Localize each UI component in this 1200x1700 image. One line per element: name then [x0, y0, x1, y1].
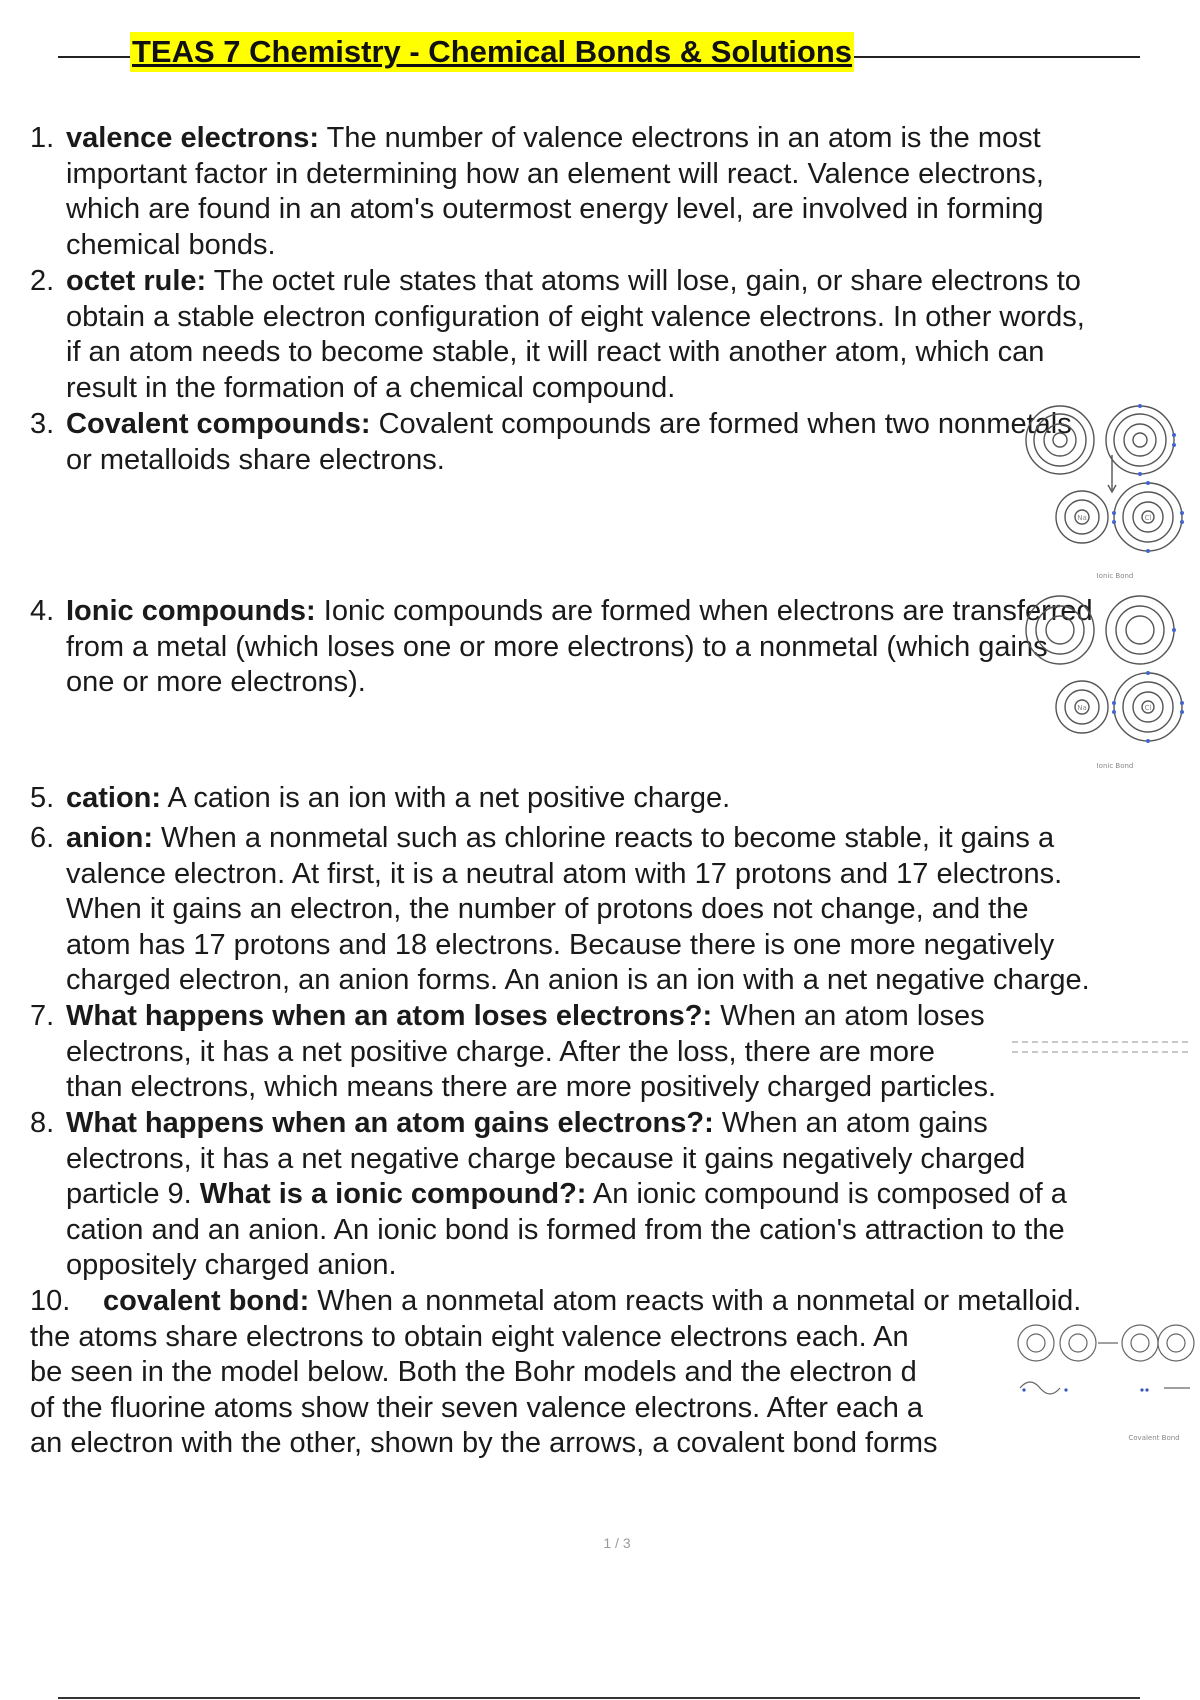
item-line: Ionic compounds: Ionic compounds are formed when electrons are transferred	[66, 595, 1093, 627]
item-line: When it gains an electron, the number of protons does not change, and the	[66, 893, 1029, 926]
item-line: which are found in an atom's outermost energy level, are involved in forming	[66, 193, 1044, 226]
ionic-bond-caption: Ionic Bond	[1096, 572, 1134, 580]
item-number: 8.	[30, 1107, 55, 1139]
item-line: than electrons, which means there are more positively charged particles.	[66, 1071, 997, 1104]
item-term: What happens when an atom gains electrons?:	[66, 1107, 714, 1139]
item-line: electrons, it has a net positive charge. After the loss, there are more	[66, 1035, 935, 1068]
title-row	[58, 28, 1140, 72]
item-line: obtain a stable electron configuration of eight valence electrons. In other words,	[66, 300, 1085, 333]
item-line: oppositely charged anion.	[66, 1249, 397, 1282]
ionic-bond-caption: Ionic Bond	[1096, 762, 1134, 770]
item-number: 4.	[30, 595, 55, 627]
item-term: Ionic compounds:	[66, 595, 316, 627]
page-title: TEAS 7 Chemistry - Chemical Bonds & Solutions	[130, 32, 854, 72]
item-line: Covalent compounds: Covalent compounds are formed when two nonmetals	[66, 408, 1072, 440]
bottom-rule	[58, 1697, 1140, 1699]
bond-diagram-2	[1020, 585, 1200, 775]
ionic-bond-icon	[1020, 585, 1200, 775]
item-line: cation and an anion. An ionic bond is formed from the cation's attraction to the	[66, 1213, 1065, 1246]
item-line: particle 9. What is a ionic compound?: An ionic compound is composed of a	[66, 1178, 1067, 1211]
page-number: 1 / 3	[603, 1535, 631, 1551]
bond-diagram-1	[1020, 395, 1200, 585]
item-line: electrons, it has a net negative charge because it gains negatively charged	[66, 1142, 1026, 1175]
item-line: one or more electrons).	[66, 666, 366, 699]
item-line: What happens when an atom loses electrons?: When an atom loses	[66, 1000, 985, 1032]
item-number: 3.	[30, 408, 55, 440]
item-line: or metalloids share electrons.	[66, 443, 445, 476]
item-line: What happens when an atom gains electrons?: When an atom gains	[66, 1107, 988, 1139]
covalent-bond-caption: Covalent Bond	[1128, 1434, 1180, 1442]
item-term: octet rule:	[66, 265, 207, 297]
item-term: cation:	[66, 782, 162, 814]
item-line: be seen in the model below. Both the Bohr models and the electron d	[30, 1356, 917, 1389]
item-term: Covalent compounds:	[66, 408, 371, 440]
covalent-bond-diagram	[1014, 1318, 1200, 1478]
cl-label: Cl	[1144, 514, 1152, 522]
electron-dot-icon	[1012, 1030, 1200, 1140]
faint-diagram	[1012, 1030, 1200, 1140]
item-line: result in the formation of a chemical compound.	[66, 371, 676, 404]
item-number: 5.	[30, 782, 55, 814]
bohr-model-icon	[1020, 395, 1200, 585]
fluorine-bohr-icon	[1014, 1318, 1200, 1478]
item-line: cation: A cation is an ion with a net positive charge.	[66, 782, 731, 814]
item-line: important factor in determining how an element will react. Valence electrons,	[66, 157, 1044, 190]
item-number: 6.	[30, 822, 55, 854]
item-line: octet rule: The octet rule states that atoms will lose, gain, or share electrons to	[66, 265, 1081, 297]
item-term: valence electrons:	[66, 122, 320, 154]
item-line: valence electron. At first, it is a neutral atom with 17 protons and 17 electrons.	[66, 857, 1063, 890]
item-number: 10.	[30, 1285, 71, 1317]
item-line: anion: When a nonmetal such as chlorine reacts to become stable, it gains a	[66, 822, 1055, 854]
item-term: anion:	[66, 822, 153, 854]
item-number: 7.	[30, 1000, 55, 1032]
na-label: Na	[1077, 514, 1087, 522]
cl-label: Cl	[1144, 704, 1152, 712]
item-line: if an atom needs to become stable, it will react with another atom, which can	[66, 336, 1045, 369]
item-line: chemical bonds.	[66, 228, 276, 261]
item-line: atom has 17 protons and 18 electrons. Because there is one more negatively	[66, 928, 1055, 961]
item-line: covalent bond: When a nonmetal atom reacts with a nonmetal or metalloid.	[103, 1285, 1082, 1317]
item-line: valence electrons: The number of valence electrons in an atom is the most	[66, 122, 1041, 154]
na-label: Na	[1077, 704, 1087, 712]
item-line: charged electron, an anion forms. An anion is an ion with a net negative charge.	[66, 964, 1090, 997]
item-term: What happens when an atom loses electrons?:	[66, 1000, 713, 1032]
item-number: 1.	[30, 122, 55, 154]
item-term-inline: What is a ionic compound?:	[199, 1178, 587, 1211]
item-number: 2.	[30, 265, 55, 297]
item-line: of the fluorine atoms show their seven valence electrons. After each a	[30, 1391, 924, 1424]
item-line: from a metal (which loses one or more electrons) to a nonmetal (which gains	[66, 630, 1048, 663]
item-line: an electron with the other, shown by the arrows, a covalent bond forms	[30, 1427, 938, 1460]
item-term: covalent bond:	[103, 1285, 310, 1317]
item-line: the atoms share electrons to obtain eight valence electrons each. An	[30, 1320, 909, 1353]
